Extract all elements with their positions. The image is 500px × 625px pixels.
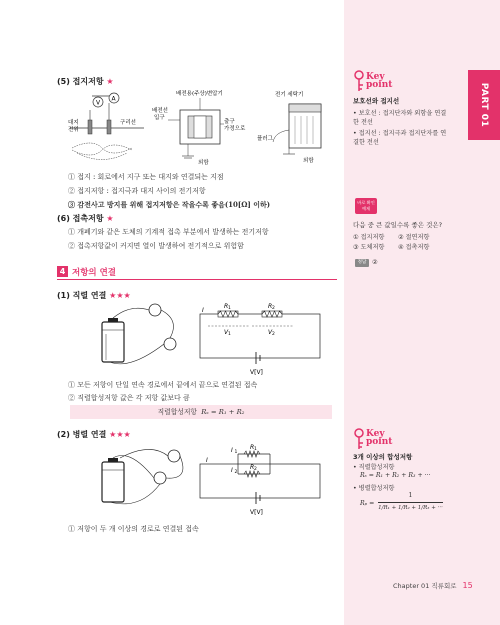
line-in-label-1: 배전선 [152,108,168,114]
formula-label: 직렬합성저항 [157,408,197,416]
series-title: (1) 직렬 연결 ★★★ [57,291,131,300]
key1-bullet: • 보호선 : 접지단자와 외함을 연결 [353,110,447,117]
washing-machine-figure [255,90,330,168]
key2-bullet: • 직렬합성저항 [353,464,395,471]
key2-parallel-lhs: Rₚ = [360,500,375,507]
svg-text:2: 2 [234,470,238,475]
sec5-item-3: ③ 감전사고 방지를 위해 접지저항은 작을수록 좋음(10[Ω] 이하) [68,200,271,209]
series-item-1: ① 모든 저항이 단일 연속 경로에서 끝에서 끝으로 연결된 접속 [68,381,258,389]
key2-parallel-den: 1/R₁ + 1/R₂ + 1/R₃ + ··· [378,505,443,511]
transformer-figure [148,90,258,168]
svg-text:2: 2 [272,332,275,337]
svg-text:1: 1 [228,306,231,311]
key-icon [352,70,366,92]
copper-wire-label: 구리선 [120,120,136,126]
bulb-icon [154,472,166,484]
chapter-label: Chapter 01 직류회로 [393,582,457,590]
line-in-label-2: 입구 [154,115,165,121]
voltage-label: V[V] [250,369,263,376]
enclosure-label: 외함 [198,160,209,166]
enclosure-label-2: 외함 [303,158,314,164]
v1-label: V [224,329,229,336]
key2-series-formula: Rₛ = R₁ + R₂ + R₃ + ··· [360,472,431,479]
washer-label: 전기 세탁기 [275,92,304,98]
sec6-title: (6) 접촉저항 ★ [57,214,114,223]
quiz-option-1: ① 접지저항 [353,234,385,241]
earth-label: 대지 [68,120,79,126]
parallel-title: (2) 병렬 연결 ★★★ [57,430,131,439]
quiz-badge: 바로 확인 예제 [355,198,377,214]
svg-text:2: 2 [254,467,257,472]
series-formula-box [70,405,332,419]
r2-label: R [268,303,273,310]
key-point-title: Key point [366,429,393,447]
answer-badge: 정답 [355,259,369,267]
page-number: 15 [462,581,473,590]
sec5-item-2: ② 접지저항 : 접지극과 대지 사이의 전기저항 [68,187,206,195]
importance-stars: ★★★ [109,430,131,439]
i1-label: I [231,447,233,454]
voltage-label: V[V] [250,509,263,516]
bulb-icon [164,338,176,350]
sec5-title: (5) 접지저항 ★ [57,77,114,86]
r2-label: R [250,464,255,471]
page-footer [393,581,473,590]
importance-stars: ★ [106,77,114,86]
r1-label: R [224,303,229,310]
bulb-icon [168,450,180,462]
current-label: I [206,457,208,464]
quiz-option-4: ④ 접촉저항 [398,244,430,251]
key-icon [352,428,366,450]
series-item-2: ② 직렬합성저항 값은 각 저항 값보다 큼 [68,394,190,402]
battery-icon [102,322,124,362]
quiz-answer: ② [372,259,378,266]
parallel-circuit-figure [90,440,340,518]
series-circuit-figure [90,300,340,378]
section-number: 4 [57,266,68,277]
ammeter-label: A [111,95,116,103]
key-point-title: Key point [366,72,393,90]
plug-label: 플러그 [257,136,273,142]
sec5-item-1: ① 접지 : 회로에서 지구 또는 대지와 연결되는 지점 [68,173,224,181]
key1-bullet: 결한 전선 [353,139,379,146]
key2-parallel-num: 1 [408,492,413,499]
ground-resistance-figure [62,90,152,168]
key1-bullet: • 접지선 : 접지극과 접지단자를 연 [353,130,447,137]
transformer-label: 배전용(주상)변압기 [176,91,223,97]
key2-bullet: • 병렬합성저항 [353,485,395,492]
importance-stars: ★ [106,214,114,223]
v2-label: V [268,329,273,336]
fraction-bar [378,502,443,503]
quiz-option-2: ② 절연저항 [398,234,430,241]
line-out-label-2: 가정으로 [224,126,246,132]
i2-label: I [231,467,233,474]
battery-icon [102,462,124,502]
part-tab: PART 01 [468,70,500,140]
section-title: 저항의 연결 [72,268,117,278]
voltmeter-label: V [96,99,101,107]
svg-text:1: 1 [234,450,238,455]
sec6-item-2: ② 접촉저항값이 커지면 열이 발생하여 전기적으로 위험함 [68,242,244,250]
sec6-item-1: ① 개폐기와 같은 도체의 기계적 접촉 부분에서 발생하는 전기저항 [68,228,269,236]
line-out-label-1: 출구 [224,119,235,125]
quiz-option-3: ③ 도체저항 [353,244,385,251]
quiz-question: 다음 중 큰 값일수록 좋은 것은? [353,221,443,229]
svg-text:1: 1 [228,332,231,337]
section-divider [57,279,337,280]
formula-math: Rₛ = R₁ + R₂ [201,408,245,416]
bulb-icon [149,304,161,316]
potential-label: 전위 [68,127,79,133]
current-label: I [202,307,204,314]
key1-heading: 보호선와 접지선 [353,97,400,105]
key2-heading: 3개 이상의 합성저항 [353,453,413,461]
importance-stars: ★★★ [109,291,131,300]
r1-label: R [250,444,255,451]
key1-bullet: 한 전선 [353,119,373,126]
svg-text:2: 2 [272,306,275,311]
svg-text:1: 1 [254,447,257,452]
parallel-item-1: ① 저항이 두 개 이상의 경로로 연결된 접속 [68,525,199,533]
